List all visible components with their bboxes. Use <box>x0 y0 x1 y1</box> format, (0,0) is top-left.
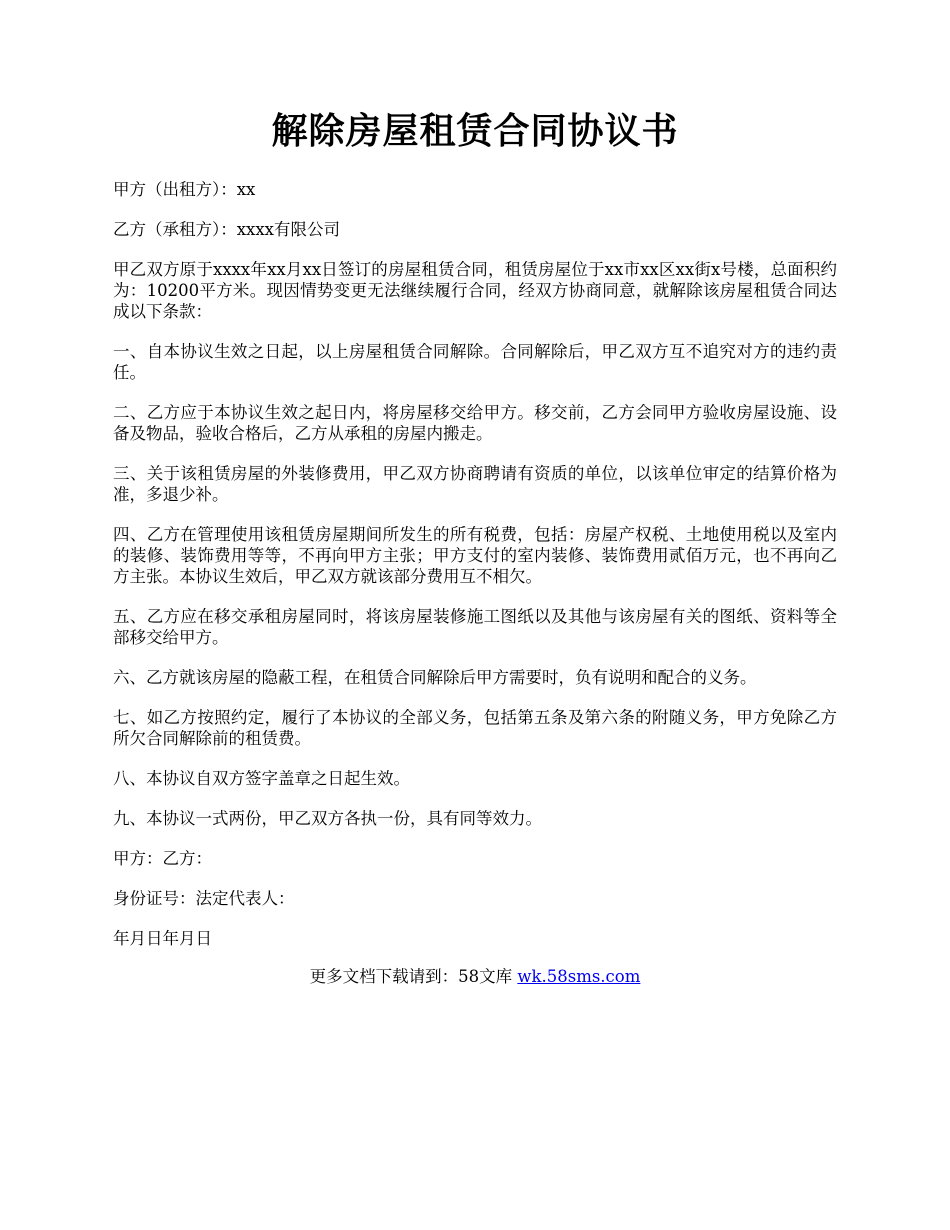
clause-7: 七、如乙方按照约定，履行了本协议的全部义务，包括第五条及第六条的附随义务，甲方免除乙方所欠合同解除前的租赁费。 <box>113 708 837 749</box>
signature-id: 身份证号：法定代表人： <box>113 889 295 909</box>
clause-4: 四、乙方在管理使用该租赁房屋期间所发生的所有税费，包括：房屋产权税、土地使用税以及室内的装修、装饰费用等等，不再向甲方主张；甲方支付的室内装修、装饰费用贰佰万元，也不再向乙方主张。本协议生效后，甲乙双方就该部分费用互不相欠。 <box>113 525 837 587</box>
footer-text: 更多文档下载请到：58文库 <box>309 967 518 987</box>
intro-paragraph: 甲乙双方原于xxxx年xx月xx日签订的房屋租赁合同，租赁房屋位于xx市xx区xx街x号楼，总面积约为：10200平方米。现因情势变更无法继续履行合同，经双方协商同意，就解除该房屋租赁合同达成以下条款： <box>113 260 837 322</box>
clause-8: 八、本协议自双方签字盖章之日起生效。 <box>113 769 410 789</box>
footer <box>113 966 837 987</box>
clause-2: 二、乙方应于本协议生效之起日内，将房屋移交给甲方。移交前，乙方会同甲方验收房屋设施、设备及物品，验收合格后，乙方从承租的房屋内搬走。 <box>113 403 837 444</box>
clause-9: 九、本协议一式两份，甲乙双方各执一份，具有同等效力。 <box>113 809 542 829</box>
footer-link[interactable]: wk.58sms.com <box>517 967 641 987</box>
clause-1: 一、自本协议生效之日起，以上房屋租赁合同解除。合同解除后，甲乙双方互不追究对方的违约责任。 <box>113 342 837 383</box>
signature-date: 年月日年月日 <box>113 929 212 949</box>
party-b-line: 乙方（承租方）：xxxx有限公司 <box>113 220 340 240</box>
party-a-line: 甲方（出租方）：xx <box>113 180 256 200</box>
signature-parties: 甲方：乙方： <box>113 849 212 869</box>
document-title: 解除房屋租赁合同协议书 <box>271 110 679 152</box>
clause-5: 五、乙方应在移交承租房屋同时，将该房屋装修施工图纸以及其他与该房屋有关的图纸、资料等全部移交给甲方。 <box>113 607 837 648</box>
clause-6: 六、乙方就该房屋的隐蔽工程，在租赁合同解除后甲方需要时，负有说明和配合的义务。 <box>113 668 757 688</box>
clause-3: 三、关于该租赁房屋的外装修费用，甲乙双方协商聘请有资质的单位，以该单位审定的结算价格为准，多退少补。 <box>113 464 837 505</box>
